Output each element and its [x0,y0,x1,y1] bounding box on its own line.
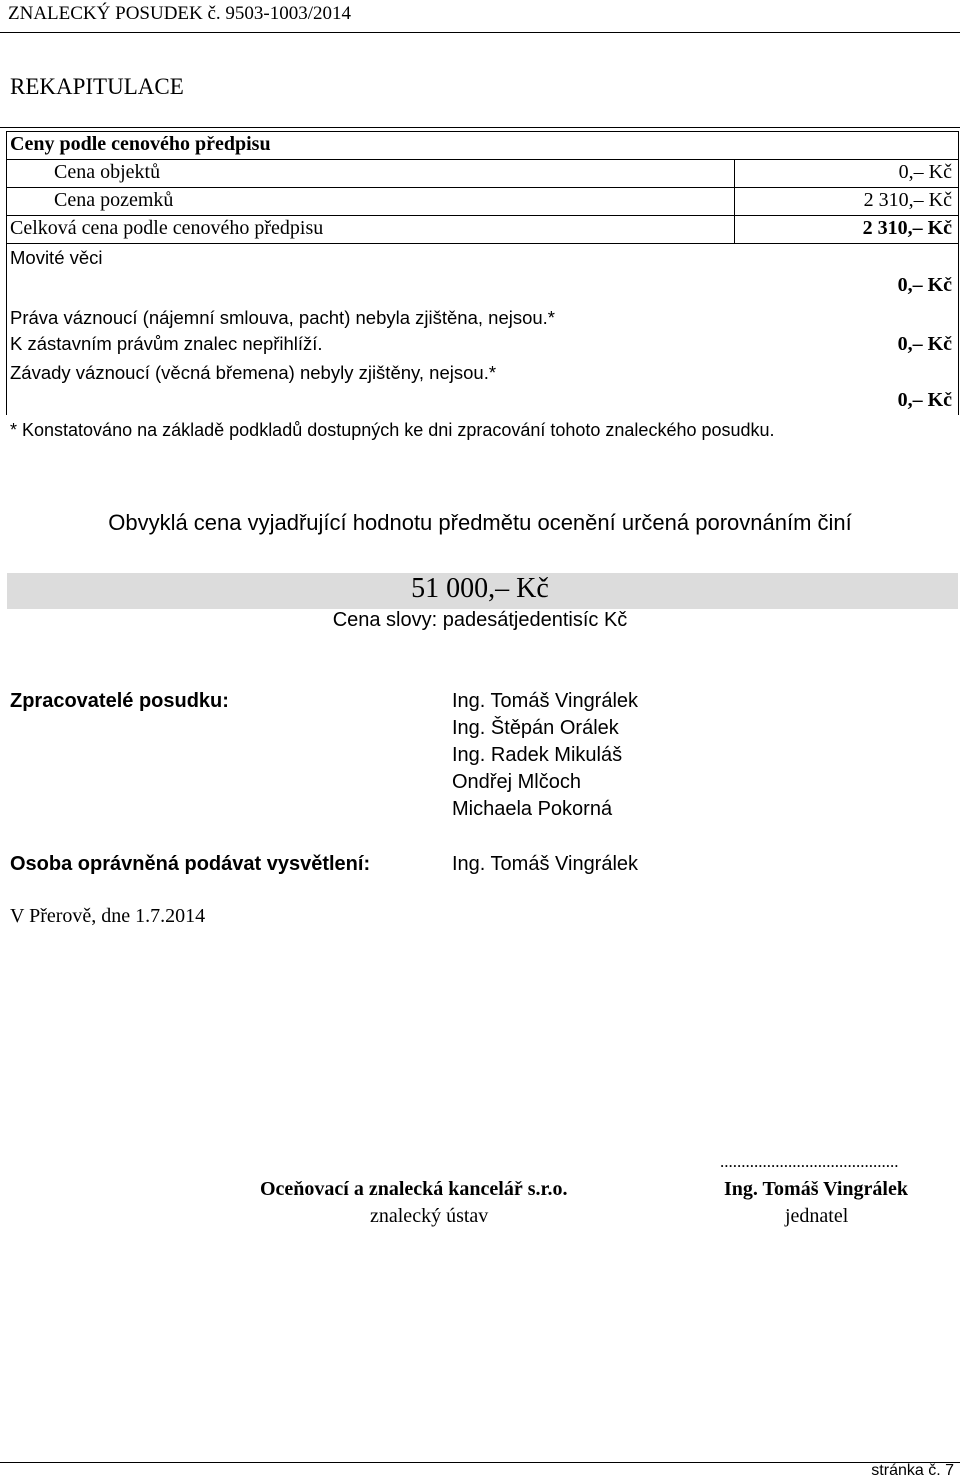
table-row [7,160,958,188]
header-rule [0,32,960,33]
table-row [7,244,958,300]
authorized-person-label: Osoba oprávněná podávat vysvětlení: [10,853,371,875]
row-label: Celková cena podle cenového předpisu [10,217,324,239]
table-row [7,300,958,356]
final-price: 51 000,– Kč [411,573,549,604]
authorized-person-name: Ing. Tomáš Vingrálek [452,853,639,875]
valuation-statement: Obvyklá cena vyjadřující hodnotu předmětu ocenění určená porovnáním činí [108,510,852,535]
processor-name: Ing. Tomáš Vingrálek [452,690,639,712]
row-amount: 2 310,– Kč [863,189,952,211]
recap-table [6,131,959,415]
row-label-secondary: K zástavním právům znalec nepřihlíží. [10,333,323,354]
signer-name: Ing. Tomáš Vingrálek [724,1178,908,1200]
processor-name: Michaela Pokorná [452,798,613,820]
row-label: Ceny podle cenového předpisu [10,133,271,155]
table-row [7,356,958,412]
row-label: Práva váznoucí (nájemní smlouva, pacht) nebyla zjištěna, nejsou.* [10,307,556,328]
price-in-words: Cena slovy: padesátjedentisíc Kč [332,609,628,631]
page-number: stránka č. 7 [871,1462,954,1479]
processor-name: Ondřej Mlčoch [452,771,581,793]
processor-name: Ing. Štěpán Orálek [452,717,619,739]
org-name: Oceňovací a znalecká kancelář s.r.o. [260,1178,568,1200]
processor-name: Ing. Radek Mikuláš [452,744,623,766]
row-label: Závady váznoucí (věcná břemena) nebyly zjištěny, nejsou.* [10,362,497,383]
footer-rule [0,1462,960,1463]
row-amount: 0,– Kč [897,274,952,296]
document-header: ZNALECKÝ POSUDEK č. 9503-1003/2014 [8,3,352,24]
signature-line: .......................................... [720,1152,899,1171]
place-and-date: V Přerově, dne 1.7.2014 [10,905,206,927]
table-row [7,188,958,216]
footnote: * Konstatováno na základě podkladů dostupných ke dni zpracování tohoto znaleckého posudku. [10,420,775,440]
recap-title: REKAPITULACE [10,74,184,99]
row-amount: 2 310,– Kč [862,217,952,239]
row-amount: 0,– Kč [897,333,952,355]
table-row [7,132,958,160]
row-label: Cena objektů [54,161,161,183]
row-amount: 0,– Kč [897,389,952,411]
org-type: znalecký ústav [370,1205,489,1227]
table-row [7,216,958,244]
signer-role: jednatel [785,1205,849,1227]
processors-label: Zpracovatelé posudku: [10,690,229,712]
recap-rule [0,127,960,128]
row-label: Cena pozemků [54,189,174,211]
row-label: Movité věci [10,247,103,268]
row-amount: 0,– Kč [898,161,952,183]
